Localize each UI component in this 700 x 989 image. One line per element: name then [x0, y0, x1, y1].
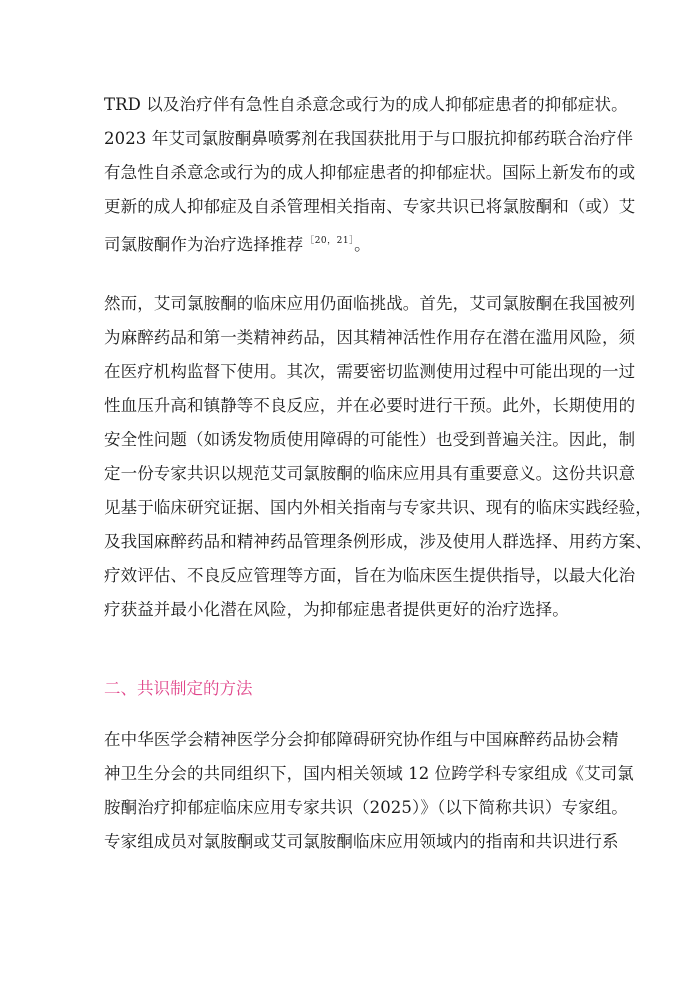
text-line: 安全性问题（如诱发物质使用障碍的可能性）也受到普遍关注。因此，制	[104, 430, 636, 449]
text-line: 2023 年艾司氯胺酮鼻喷雾剂在我国获批用于与口服抗抑郁药联合治疗伴	[104, 129, 634, 148]
text-line: 及我国麻醉药品和精神药品管理条例形成，涉及使用人群选择、用药方案、	[104, 532, 652, 551]
paragraph-challenges	[104, 287, 652, 627]
text-line: 在中华医学会精神医学分会抑郁障碍研究协作组与中国麻醉药品协会精	[104, 730, 619, 749]
text-line: 在医疗机构监督下使用。其次，需要密切监测使用过程中可能出现的一过	[104, 362, 636, 381]
text-line-with-citation	[104, 224, 604, 258]
text-line: 定一份专家共识以规范艾司氯胺酮的临床应用具有重要意义。这份共识意	[104, 464, 636, 483]
text-line: 专家组成员对氯胺酮或艾司氯胺酮临床应用领域内的指南和共识进行系	[104, 832, 619, 851]
section-heading: 二、共识制定的方法	[104, 679, 253, 698]
paragraph-indications	[104, 88, 636, 258]
text-line: 神卫生分会的共同组织下，国内相关领域 12 位跨学科专家组成《艾司氯	[104, 764, 634, 783]
paragraph-methods	[104, 723, 634, 859]
text-fragment: 司氯胺酮作为治疗选择推荐	[104, 235, 304, 254]
text-line: 然而，艾司氯胺酮的临床应用仍面临挑战。首先，艾司氯胺酮在我国被列	[104, 294, 636, 313]
text-line: 疗效评估、不良反应管理等方面，旨在为临床医生提供指导，以最大化治	[104, 566, 636, 585]
text-line: TRD 以及治疗伴有急性自杀意念或行为的成人抑郁症患者的抑郁症状。	[104, 95, 628, 114]
text-line: 见基于临床研究证据、国内外相关指南与专家共识、现有的临床实践经验，	[104, 498, 652, 517]
text-line: 为麻醉药品和第一类精神药品，因其精神活性作用存在潜在滥用风险，须	[104, 328, 636, 347]
text-line: 疗获益并最小化潜在风险，为抑郁症患者提供更好的治疗选择。	[104, 600, 569, 619]
text-line: 更新的成人抑郁症及自杀管理相关指南、专家共识已将氯胺酮和（或）艾	[104, 197, 636, 216]
text-line: 有急性自杀意念或行为的成人抑郁症患者的抑郁症状。国际上新发布的或	[104, 163, 636, 182]
text-fragment: 。	[354, 235, 371, 254]
text-line: 胺酮治疗抑郁症临床应用专家共识（2025）》（以下简称共识）专家组。	[104, 798, 628, 817]
text-line: 性血压升高和镇静等不良反应，并在必要时进行干预。此外，长期使用的	[104, 396, 636, 415]
citation-reference[interactable]: ［20，21］	[305, 236, 355, 246]
